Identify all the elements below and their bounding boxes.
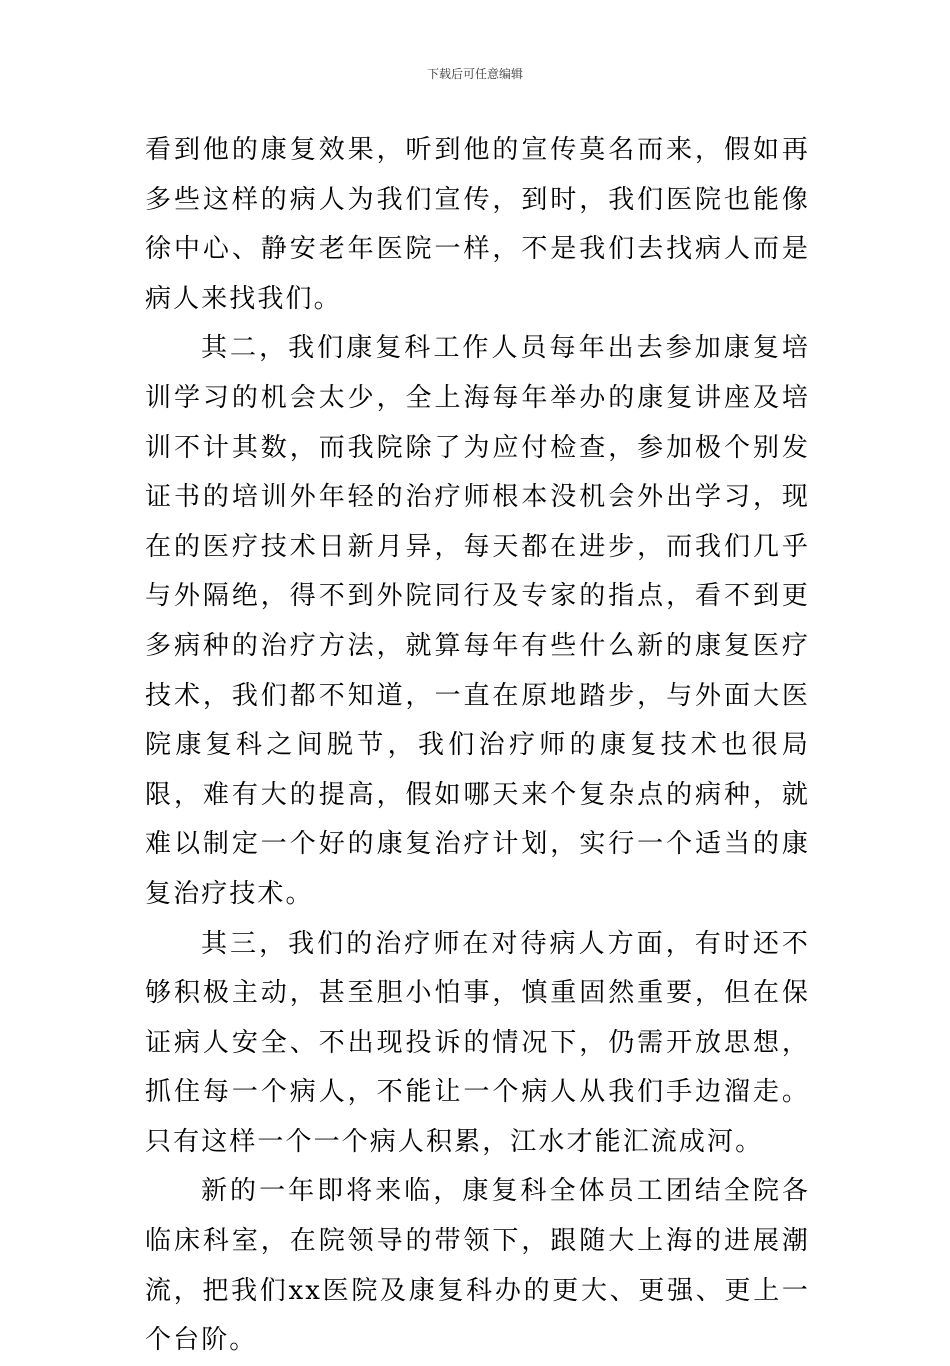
page-header: 下载后可任意编辑 [426,67,523,81]
paragraph-second-point: 其二，我们康复科工作人员每年出去参加康复培训学习的机会太少，全上海每年举办的康复讲座及培训不计其数，而我院除了为应付检查，参加极个别发证书的培训外年轻的治疗师根本没机会外出学习，现在的医疗技术日新月异，每天都在进步，而我们几乎与外隔绝，得不到外院同行及专家的指点，看不到更多病种的治疗方法，就算每年有些什么新的康复医疗技术，我们都不知道，一直在原地踏步，与外面大医院康复科之间脱节，我们治疗师的康复技术也很局限，难有大的提高，假如哪天来个复杂点的病种，就难以制定一个好的康复治疗计划，实行一个适当的康复治疗技术。 [145,333,810,909]
paragraph-continuation: 看到他的康复效果，听到他的宣传莫名而来，假如再多些这样的病人为我们宣传，到时，我们医院也能像徐中心、静安老年医院一样，不是我们去找病人而是病人来找我们。 [145,135,810,314]
paragraph-third-point: 其三，我们的治疗师在对待病人方面，有时还不够积极主动，甚至胆小怕事，慎重固然重要，但在保证病人安全、不出现投诉的情况下，仍需开放思想，抓住每一个病人，不能让一个病人从我们手边溜走。只有这样一个一个病人积累，江水才能汇流成河。 [145,928,810,1157]
paragraph-closing: 新的一年即将来临，康复科全体员工团结全院各临床科室，在院领导的带领下，跟随大上海的进展潮流，把我们xx医院及康复科办的更大、更强、更上一个台阶。 [145,1176,810,1356]
document-body [145,126,810,1366]
